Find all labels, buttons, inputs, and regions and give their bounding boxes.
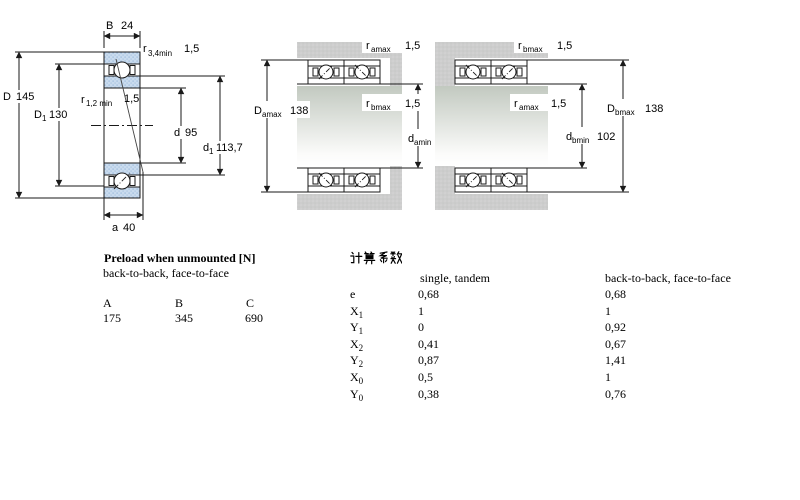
factor-symbol: e [350,287,356,301]
dim-Damax-subscript: amax [262,110,282,119]
dim-ramax-subscript: amax [519,103,539,112]
preload-value-B: 345 [175,311,193,325]
preload-value-C: 690 [245,311,263,325]
bearing-pair-bottom [455,168,527,192]
factor-value-paired: 1,41 [605,353,626,368]
factor-symbol: $Y_1$ [350,320,364,337]
cage-right [130,66,135,75]
factors-row-Y0 [350,387,770,404]
dim-D1-value: 130 [49,109,68,121]
cage-right [130,177,135,186]
factor-value-paired: 1 [605,369,611,384]
dim-ramax-symbol: r [366,40,370,52]
dim-B-value: 24 [121,20,134,32]
dim-Damax-symbol: D [254,105,262,117]
factors-row-X1 [350,304,770,321]
dim-d-symbol: d [174,127,181,139]
dim-ramax-value: 1,5 [405,40,421,52]
factor-value-single-tandem: 0,5 [418,369,433,384]
dim-d1-symbol: d [203,142,210,154]
dim-Damax-value: 138 [290,105,309,117]
dim-Dbmax-symbol: D [607,103,615,115]
dim-B-extension-lines [104,31,140,48]
factors-row-X0 [350,370,770,387]
preload-col-A: A [103,296,112,310]
factor-value-paired: 0,67 [605,336,626,351]
dim-D1-subscript: 1 [42,114,47,123]
factor-symbol: $Y_0$ [350,386,364,403]
factor-value-single-tandem: 0,87 [418,353,439,368]
cage-left [109,177,114,186]
bearing-pair-top [455,60,527,84]
dim-r34-subscript: 3,4min [148,49,173,58]
dim-ramax-value: 1,5 [551,98,567,110]
factors-title [350,251,410,266]
factor-symbol: $Y_2$ [350,353,364,370]
factors-title-text [350,251,402,270]
preload-value-A: 175 [103,311,121,325]
factors-row-Y2 [350,353,770,370]
factors-col2-header: back-to-back, face-to-face [605,271,731,285]
factor-value-single-tandem: 0,38 [418,386,439,401]
factor-value-paired: 0,68 [605,287,626,301]
factor-symbol: $X_2$ [350,336,364,353]
dim-r34-value: 1,5 [184,43,200,55]
factor-value-single-tandem: 0,68 [418,287,439,301]
dim-rbmax-symbol: r [366,98,370,110]
dim-r34-symbol: r [143,43,147,55]
technical-diagrams [0,0,800,245]
factor-symbol: $X_0$ [350,369,364,386]
bearing-bottom-section [104,163,140,198]
dim-ramax-symbol: r [514,98,518,110]
bearing-pair-bottom [308,168,380,192]
dim-dbmin-symbol: d [566,131,573,143]
dim-rbmax-symbol: r [518,40,522,52]
factors-col1-header: single, tandem [420,271,490,285]
dim-r12-symbol: r [81,94,85,106]
preload-col-C: C [246,296,255,310]
dim-D-symbol: D [3,91,11,103]
dim-rbmax-subscript: bmax [371,103,391,112]
face-to-face-arrangement-diagram [435,36,669,210]
dim-D-value: 145 [16,91,35,103]
dim-r12-subscript: 1,2 min [86,99,113,108]
back-to-back-arrangement-diagram [250,36,466,210]
factors-row-Y1 [350,320,770,337]
dim-d-value: 95 [185,127,198,139]
dim-rbmax-value: 1,5 [557,40,573,52]
factors-rows [350,287,770,403]
bearing-cross-section-diagram [0,31,250,220]
dim-d1-value: 113,7 [216,142,243,154]
factors-row-e [350,287,770,304]
factor-value-single-tandem: 1 [418,303,424,318]
dim-dbmin-value: 102 [597,131,616,143]
dim-D1-symbol: D [34,109,42,121]
dim-ramax-subscript: amax [371,45,391,54]
dim-damin-subscript: amin [414,138,432,147]
dim-rbmax-value: 1,5 [405,98,421,110]
factor-symbol: $X_1$ [350,303,364,320]
preload-subtitle: back-to-back, face-to-face [103,266,229,280]
dim-rbmax-subscript: bmax [523,45,543,54]
preload-col-B: B [175,296,184,310]
preload-title: Preload when unmounted [N] [104,251,256,265]
factor-value-single-tandem: 0 [418,320,424,335]
bearing-pair-top [308,60,380,84]
ball [114,62,130,78]
dim-r12-value: 1,5 [124,93,140,105]
dim-d1-subscript: 1 [209,147,214,156]
dim-Dbmax-value: 138 [645,103,664,115]
factor-value-paired: 1 [605,303,611,318]
factor-value-paired: 0,76 [605,386,626,401]
factor-value-single-tandem: 0,41 [418,336,439,351]
dim-B-symbol: B [106,20,114,32]
dim-a-value: 40 [123,222,136,234]
dim-a-symbol: a [112,222,119,234]
dim-D1-extension-lines [55,64,104,186]
factor-value-paired: 0,92 [605,320,626,335]
dim-dbmin-subscript: bmin [572,136,590,145]
factors-row-X2 [350,337,770,354]
dim-damin-symbol: d [408,133,415,145]
cage-left [109,66,114,75]
dim-Dbmax-subscript: bmax [615,108,635,117]
